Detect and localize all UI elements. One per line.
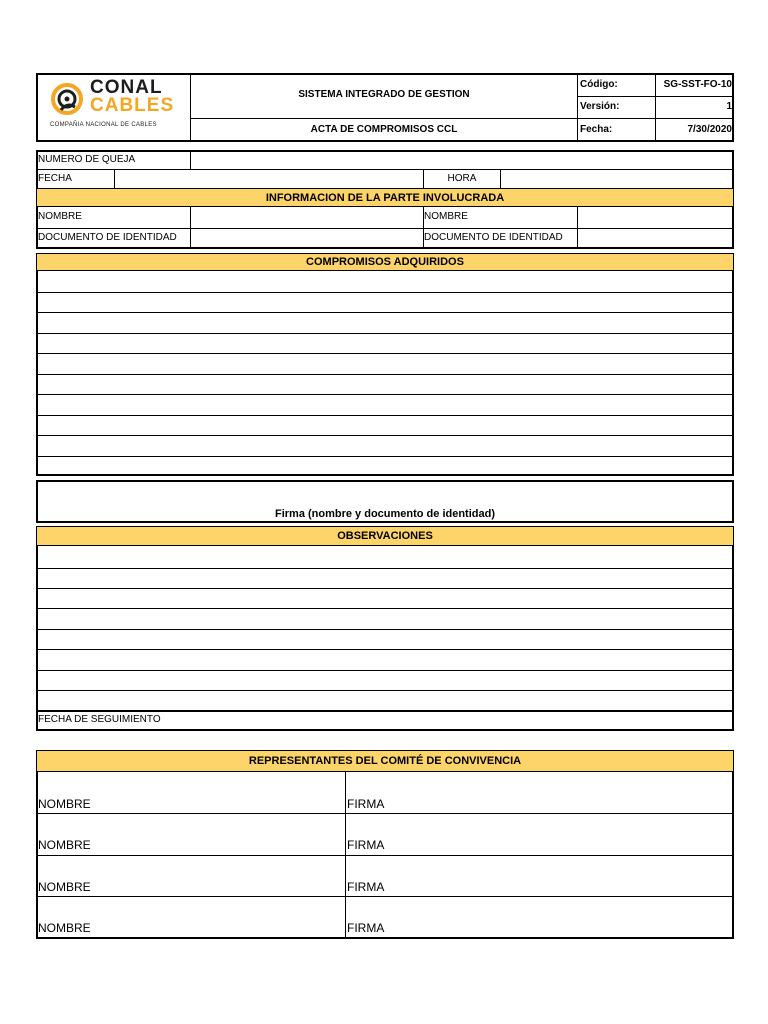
ruled-line[interactable] [37,312,733,313]
logo-brand-line2: CABLES [90,95,175,116]
ruled-line[interactable] [37,649,733,650]
ruled-line[interactable] [37,690,733,691]
signature-caption: Firma (nombre y documento de identidad) [274,508,496,520]
committee-name-label[interactable]: NOMBRE [38,838,91,852]
version-value: 1 [726,101,732,112]
ruled-line[interactable] [37,333,733,334]
followup-date-label: FECHA DE SEGUIMIENTO [38,714,161,725]
party-name-field-right[interactable] [578,208,733,228]
committee-signature-label[interactable]: FIRMA [347,880,385,894]
date-value: 7/30/2020 [687,124,732,135]
commitments-section-header: COMPROMISOS ADQUIRIDOS [37,254,733,271]
ruled-line[interactable] [37,394,733,395]
date-label: Fecha: [580,124,613,135]
conal-cables-logo-icon [48,80,86,118]
party-id-field-left[interactable] [191,229,423,248]
divider [37,855,733,856]
complaint-time-label: HORA [447,173,477,184]
ruled-line[interactable] [37,415,733,416]
committee-signature-label[interactable]: FIRMA [347,797,385,811]
code-label: Código: [580,79,618,90]
committee-name-label[interactable]: NOMBRE [38,797,91,811]
divider [577,74,578,141]
party-id-field-right[interactable] [578,229,733,248]
complaint-number-field[interactable] [191,151,733,169]
complaint-date-field[interactable] [115,170,423,188]
company-logo [44,77,184,131]
ruled-line[interactable] [37,374,733,375]
complaint-time-field[interactable] [501,170,733,188]
committee-signature-label[interactable]: FIRMA [347,838,385,852]
committee-name-label[interactable]: NOMBRE [38,921,91,935]
logo-brand-line1: CONAL [90,77,163,98]
divider [37,813,733,814]
committee-name-label[interactable]: NOMBRE [38,880,91,894]
ruled-line[interactable] [37,588,733,589]
ruled-line[interactable] [37,670,733,671]
committee-section [36,750,734,939]
complaint-date-label: FECHA [38,173,72,184]
logo-tagline: COMPAÑIA NACIONAL DE CABLES [50,122,157,128]
divider [577,96,733,97]
party-name-field-left[interactable] [191,208,423,228]
committee-section-header: REPRESENTANTES DEL COMITÉ DE CONVIVENCIA [37,751,733,772]
ruled-line[interactable] [37,353,733,354]
ruled-line[interactable] [37,435,733,436]
commitments-section [36,253,734,476]
ruled-line[interactable] [37,608,733,609]
party-id-label-right: DOCUMENTO DE IDENTIDAD [424,232,563,243]
complaint-number-label: NUMERO DE QUEJA [38,154,136,165]
version-label: Versión: [580,101,620,112]
divider [190,118,733,119]
ruled-line[interactable] [37,292,733,293]
committee-signature-label[interactable]: FIRMA [347,921,385,935]
ruled-line[interactable] [37,568,733,569]
code-value: SG-SST-FO-10 [663,79,732,90]
ruled-line[interactable] [37,456,733,457]
party-name-label-right: NOMBRE [424,211,468,222]
parties-section-header: INFORMACION DE LA PARTE INVOLUCRADA [37,189,733,207]
divider [37,710,733,712]
ruled-line[interactable] [37,629,733,630]
party-id-label-left: DOCUMENTO DE IDENTIDAD [38,232,177,243]
observations-section-header: OBSERVACIONES [37,527,733,546]
document-title: ACTA DE COMPROMISOS CCL [310,124,458,135]
system-title: SISTEMA INTEGRADO DE GESTION [298,89,470,100]
party-name-label-left: NOMBRE [38,211,82,222]
divider [37,896,733,897]
